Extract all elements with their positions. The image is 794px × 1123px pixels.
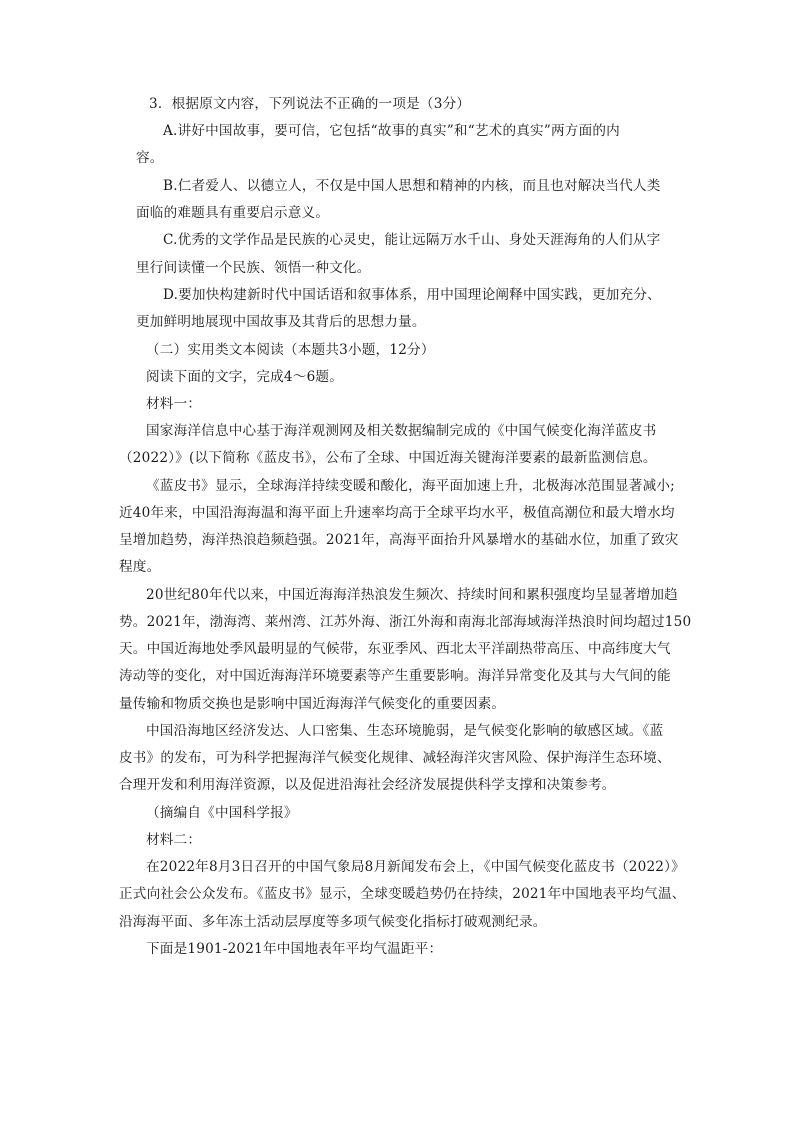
question-3-stem: 3．根据原文内容，下列说法不正确的一项是（3分） — [149, 96, 471, 112]
option-d-line-2: 更加鲜明地展现中国故事及其背后的思想力量。 — [136, 314, 426, 330]
section-heading: （二）实用类文本阅读（本题共3小题，12分） — [146, 342, 435, 358]
option-a-line-2: 容。 — [136, 150, 164, 166]
option-b-line-1: B.仁者爱人、以德立人，不仅是中国人思想和精神的内核，而且也对解决当代人类 — [163, 178, 661, 194]
material-1-paragraph: 中国沿海地区经济发达、人口密集、生态环境脆弱，是气候变化影响的敏感区域。《蓝 — [146, 723, 664, 739]
material-1-paragraph: 合理开发和利用海洋资源，以及促进沿海社会经济发展提供科学支撑和决策参考。 — [119, 777, 616, 793]
material-1-source: （摘编自《中国科学报》 — [146, 805, 298, 821]
material-1-paragraph: 近40年来，中国沿海海温和海平面上升速率均高于全球平均水平，极值高潮位和最大增水均 — [119, 505, 675, 521]
material-1-paragraph: 量传输和物质交换也是影响中国近海海洋气候变化的重要因素。 — [119, 696, 506, 712]
material-1-paragraph: 皮书》的发布，可为科学把握海洋气候变化规律、减轻海洋灾害风险、保护海洋生态环境、 — [119, 750, 671, 766]
material-1-label: 材料一： — [146, 396, 202, 412]
material-2-label: 材料二： — [146, 832, 202, 848]
material-2-paragraph: 在2022年8月3日召开的中国气象局8月新闻发布会上，《中国气候变化蓝皮书（2022）》 — [146, 859, 685, 875]
material-1-paragraph: 程度。 — [119, 559, 161, 575]
option-c-line-2: 里行间读懂一个民族、领悟一种文化。 — [136, 260, 371, 276]
option-a-line-1: A.讲好中国故事，要可信，它包括“故事的真实”和“艺术的真实”两方面的内 — [163, 123, 620, 139]
option-b-line-2: 面临的难题具有重要启示意义。 — [136, 205, 330, 221]
material-2-paragraph: 沿海海平面、多年冻土活动层厚度等多项气候变化指标打破观测纪录。 — [119, 914, 547, 930]
material-2-paragraph: 正式向社会公众发布。《蓝皮书》显示，全球变暖趋势仍在持续，2021年中国地表平均气温、 — [119, 886, 686, 902]
material-1-paragraph: 势。2021年，渤海湾、莱州湾、江苏外海、浙江外海和南海北部海域海洋热浪时间均超过150 — [119, 614, 692, 630]
material-1-paragraph: 涛动等的变化，对中国近海海洋环境要素等产生重要影响。海洋异常变化及其与大气间的能 — [119, 668, 671, 684]
material-1-paragraph: 国家海洋信息中心基于海洋观测网及相关数据编制完成的《中国气候变化海洋蓝皮书 — [146, 423, 657, 439]
material-1-paragraph: （2022）》(以下简称《蓝皮书》，公布了全球、中国近海关键海洋要素的最新监测信息。 — [119, 450, 657, 466]
section-instruction: 阅读下面的文字，完成4～6题。 — [146, 369, 344, 385]
option-d-line-1: D.要加快构建新时代中国话语和叙事体系，用中国理论阐释中国实践，更加充分、 — [163, 287, 661, 303]
material-1-paragraph: 《蓝皮书》显示，全球海洋持续变暖和酸化，海平面加速上升，北极海冰范围显著减小; — [146, 478, 675, 494]
material-1-paragraph: 天。中国近海地处季风最明显的气候带，东亚季风、西北太平洋副热带高压、中高纬度大气 — [119, 641, 671, 657]
material-2-paragraph: 下面是1901-2021年中国地表年平均气温距平： — [146, 941, 443, 957]
option-c-line-1: C.优秀的文学作品是民族的心灵史，能让远隔万水千山、身处天涯海角的人们从字 — [163, 232, 661, 248]
material-1-paragraph: 呈增加趋势，海洋热浪趋频趋强。2021年，高海平面抬升风暴增水的基础水位，加重了致灾 — [119, 532, 679, 548]
material-1-paragraph: 20世纪80年代以来，中国近海海洋热浪发生频次、持续时间和累积强度均呈显著增加趋 — [146, 587, 678, 603]
